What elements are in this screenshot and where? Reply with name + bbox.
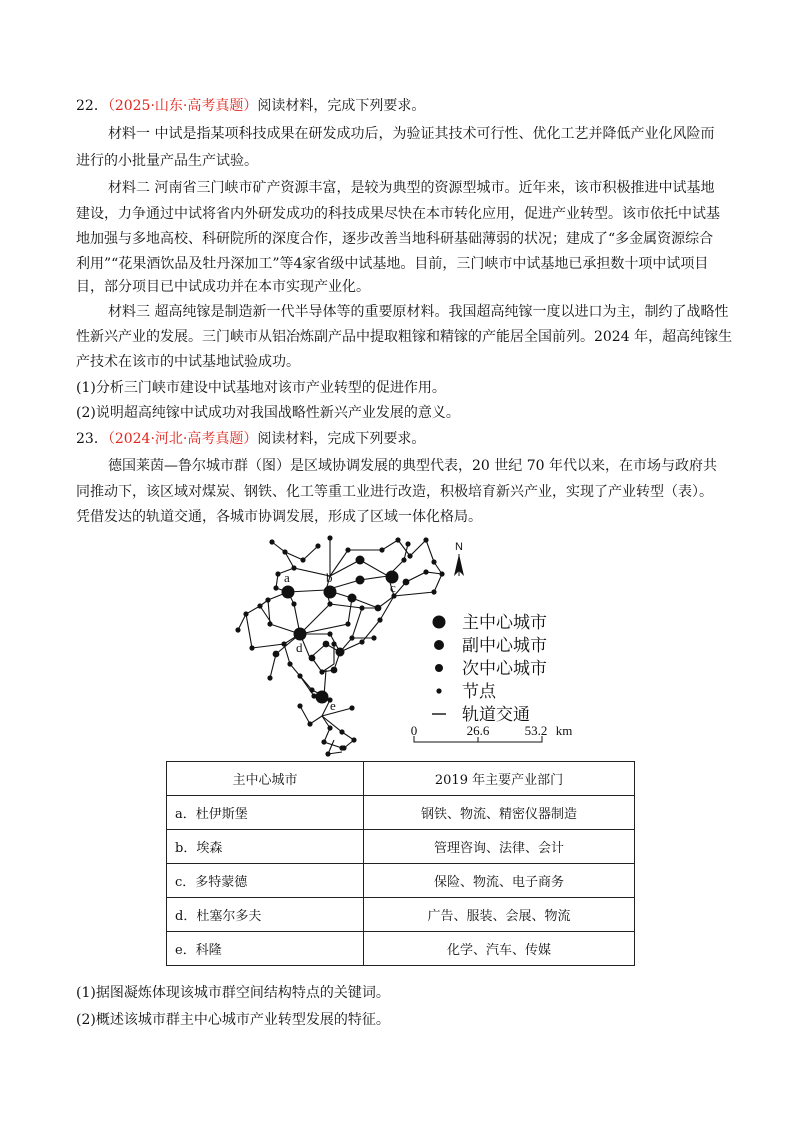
legend-secondary-center: 次中心城市	[462, 659, 547, 679]
q23-intro-line2: 同推动下，该区域对煤炭、钢铁、化工等重工业进行改造，积极培育新兴产业，实现了产业转型（表）。	[76, 484, 713, 500]
legend-sub-center-symbol	[434, 640, 444, 650]
secondary-center-node	[273, 651, 280, 658]
q22-material2-line4: 利用”“花果酒饮品及牡丹深加工”等4家省级中试基地。目前，三门峡市中试基地已承担数十项中试项目	[76, 256, 709, 272]
city-d-node	[294, 628, 307, 641]
table-row	[167, 796, 635, 830]
city-a-node	[282, 586, 295, 599]
scale-unit: km	[555, 723, 573, 738]
table-cell-industry: 管理咨询、法律、会计	[364, 830, 635, 864]
industry-table	[166, 761, 635, 966]
table-row	[167, 898, 635, 932]
q22-heading	[76, 96, 425, 116]
q23-subquestion-1: (1)据图凝炼体现该城市群空间结构特点的关键词。	[76, 985, 390, 1001]
table-cell-industry: 保险、物流、电子商务	[364, 864, 635, 898]
table-cell-city: a．杜伊斯堡	[167, 796, 364, 830]
scale-max: 53.2	[524, 723, 548, 738]
legend-sub-center: 副中心城市	[462, 636, 547, 656]
q22-source: （2025·山东·高考真题）	[107, 98, 258, 114]
q22-material2-line3: 地加强与多地高校、科研院所的深度合作，逐步改善当地科研基础薄弱的状况；建成了“多金属资源综合	[76, 231, 714, 247]
table-cell-city: c．多特蒙德	[167, 864, 364, 898]
table-header-row	[167, 762, 635, 796]
q22-material3-line3: 产技术在该市的中试基地试验成功。	[76, 354, 300, 370]
table-cell-city: d．杜塞尔多夫	[167, 898, 364, 932]
secondary-center-node	[403, 579, 410, 586]
city-label-b: b	[326, 570, 333, 585]
q22-material1-line2: 进行的小批量产品生产试验。	[76, 153, 258, 169]
table-header-city: 主中心城市	[167, 762, 364, 796]
q23-number: 23．	[76, 431, 108, 447]
legend-secondary-center-symbol	[435, 664, 443, 672]
table-cell-city: b．埃森	[167, 830, 364, 864]
table-row	[167, 932, 635, 966]
city-network-map	[230, 528, 590, 768]
secondary-center-node	[309, 655, 316, 662]
q22-material3-line2: 性新兴产业的发展。三门峡市从铝冶炼副产品中提取粗镓和精镓的产能居全国前列。2024 年，超高纯镓生	[76, 329, 733, 345]
scale-0: 0	[410, 723, 418, 738]
secondary-center-node	[331, 667, 338, 674]
q23-source: （2024·河北·高考真题）	[107, 431, 258, 447]
city-label-a: a	[284, 570, 290, 585]
north-label: N	[455, 541, 463, 553]
sub-center-node	[348, 594, 357, 603]
q22-material3-line1: 材料三 超高纯镓是制造新一代半导体等的重要原材料。我国超高纯镓一度以进口为主，制约了战略性	[108, 304, 729, 320]
city-e-node	[316, 691, 329, 704]
q22-material2-line1: 材料二 河南省三门峡市矿产资源丰富，是较为典型的资源型城市。近年来，该市积极推进中试基地	[108, 180, 715, 196]
legend-node: 节点	[462, 682, 496, 702]
table-cell-industry: 化学、汽车、传媒	[364, 932, 635, 966]
table-header-industry: 2019 年主要产业部门	[364, 762, 635, 796]
q22-material1-line1: 材料一 中试是指某项科技成果在研发成功后，为验证其技术可行性、优化工艺并降低产业化风险而	[108, 126, 715, 142]
legend-main-center: 主中心城市	[462, 613, 547, 633]
q22-subquestion-1: (1)分析三门峡市建设中试基地对该市产业转型的促进作用。	[76, 380, 446, 396]
q23-intro-line3: 凭借发达的轨道交通，各城市协调发展，形成了区域一体化格局。	[76, 509, 482, 525]
scale-bar	[411, 723, 573, 742]
city-b-node	[324, 586, 337, 599]
table-row	[167, 830, 635, 864]
q23-instruction: 阅读材料，完成下列要求。	[257, 431, 426, 447]
city-label-e: e	[330, 698, 336, 713]
scale-mid: 26.6	[466, 723, 490, 738]
table-cell-industry: 钢铁、物流、精密仪器制造	[364, 796, 635, 830]
legend-node-symbol	[436, 688, 441, 693]
q22-material2-line2: 建设，力争通过中试将省内外研发成功的科技成果尽快在本市转化应用，促进产业转型。该市依托中试基	[76, 206, 720, 222]
q22-number: 22．	[76, 98, 108, 114]
q23-intro-line1: 德国莱茵—鲁尔城市群（图）是区域协调发展的典型代表，20 世纪 70 年代以来，在市场与政府共	[108, 458, 717, 474]
table-cell-city: e．科隆	[167, 932, 364, 966]
secondary-center-node	[375, 605, 382, 612]
rail-network	[238, 538, 442, 754]
city-label-d: d	[296, 640, 303, 655]
north-arrow-icon	[454, 541, 464, 576]
city-label-c: c	[390, 580, 396, 595]
q23-heading	[76, 429, 425, 449]
table-row	[167, 864, 635, 898]
q22-subquestion-2: (2)说明超高纯镓中试成功对我国战略性新兴产业发展的意义。	[76, 405, 460, 421]
sub-center-node	[336, 648, 345, 657]
sub-center-node	[356, 556, 365, 565]
legend-main-center-symbol	[433, 616, 446, 629]
map-legend	[432, 613, 547, 725]
q22-material2-line5: 目，部分项目已中试成功并在本市实现产业化。	[76, 279, 370, 295]
table-cell-industry: 广告、服装、会展、物流	[364, 898, 635, 932]
q22-instruction: 阅读材料，完成下列要求。	[257, 98, 426, 114]
sub-center-node	[356, 576, 365, 585]
legend-rail: 轨道交通	[462, 705, 530, 725]
q23-subquestion-2: (2)概述该城市群主中心城市产业转型发展的特征。	[76, 1012, 390, 1028]
secondary-center-node	[323, 641, 330, 648]
